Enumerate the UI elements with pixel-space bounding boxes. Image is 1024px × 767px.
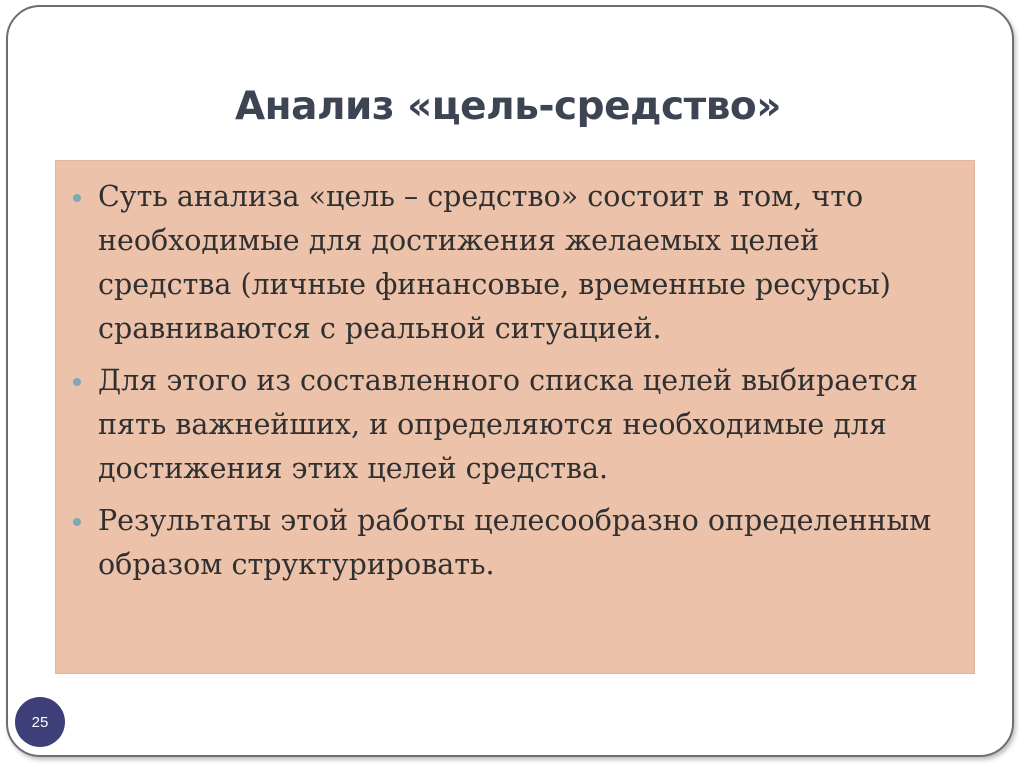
bullet-list	[56, 175, 974, 595]
bullet-dot-icon	[73, 518, 81, 526]
bullet-item	[56, 359, 974, 491]
bullet-text: Для этого из составленного списка целей выбирается пять важнейших, и определяются необходимые для достижения этих целей средства.	[98, 364, 918, 485]
bullet-text: Результаты этой работы целесообразно определенным образом структурировать.	[98, 504, 932, 581]
slide-title: Анализ «цель-средство»	[235, 84, 781, 129]
page-number: 25	[31, 713, 49, 731]
bullet-item	[56, 175, 974, 351]
bullet-text: Суть анализа «цель – средство» состоит в том, что необходимые для достижения желаемых целей средства (личные финансовые, временные ресурсы) сравниваются с реальной ситуацией.	[98, 180, 891, 345]
bullet-item	[56, 499, 974, 587]
bullet-dot-icon	[73, 194, 81, 202]
page-number-badge	[15, 697, 65, 747]
content-box	[55, 160, 975, 674]
bullet-dot-icon	[73, 378, 81, 386]
